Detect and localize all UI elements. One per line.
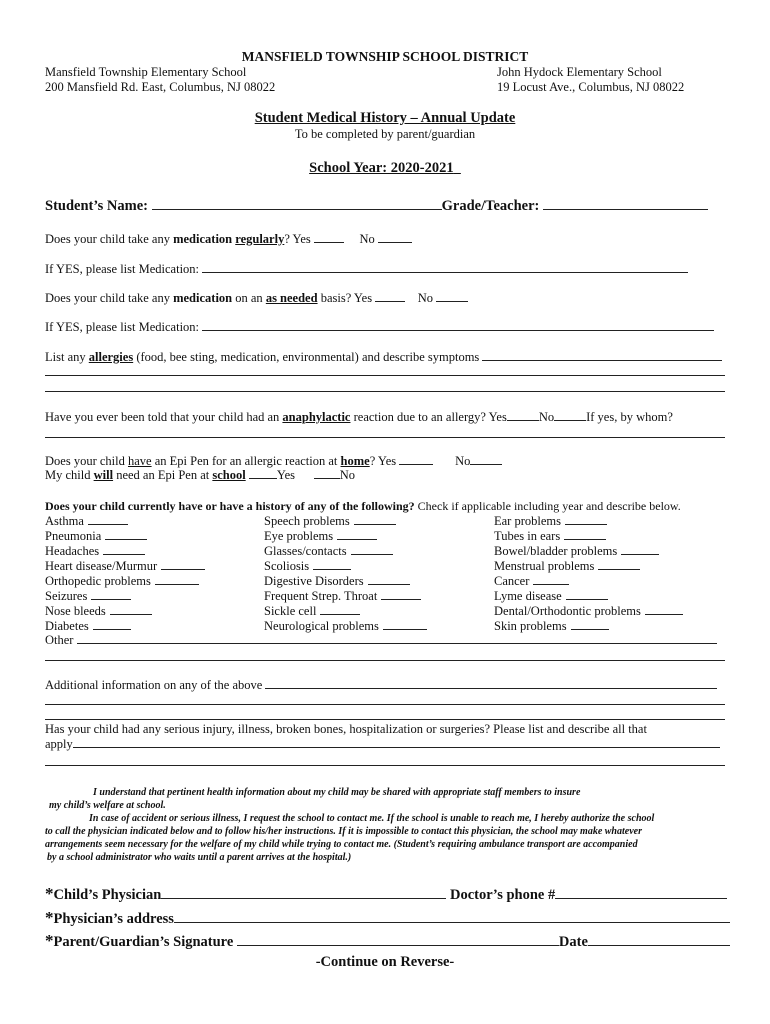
form-title: Student Medical History – Annual Update: [254, 110, 516, 126]
med-regular-yes-blank[interactable]: [314, 232, 344, 243]
conditions-heading: Does your child currently have or have a history of any of the following? Check if applicable including year and describe below.: [45, 499, 681, 513]
condition-label: Diabetes: [45, 619, 89, 633]
med-needed-yes-blank[interactable]: [375, 291, 405, 302]
grade-teacher-input[interactable]: [543, 196, 708, 210]
condition-item: [264, 544, 427, 559]
condition-label: Cancer: [494, 574, 530, 588]
condition-item: [494, 529, 683, 544]
other-line-2[interactable]: [45, 660, 725, 661]
condition-item: [45, 604, 205, 619]
condition-label: Lyme disease: [494, 589, 562, 603]
school-left-address: 200 Mansfield Rd. East, Columbus, NJ 08022: [45, 80, 276, 94]
condition-item: [264, 589, 427, 604]
condition-item: [264, 604, 427, 619]
med-needed-no-blank[interactable]: [436, 291, 468, 302]
consent-line-5: arrangements seem necessary for the welfare of my child while trying to contact me. (Student’s requiring ambulance transport are accompanied: [45, 839, 638, 850]
conditions-column-2: [264, 514, 427, 634]
list-medication-row-2: If YES, please list Medication:: [45, 320, 714, 335]
condition-label: Asthma: [45, 514, 84, 528]
conditions-column-1: [45, 514, 205, 634]
epipen-home-no-blank[interactable]: [470, 454, 502, 465]
consent-line-3: In case of accident or serious illness, I request the school to contact me. If the school is unable to reach me, I hereby authorize the school: [89, 813, 655, 824]
condition-check-blank[interactable]: [381, 589, 421, 600]
additional-line-3[interactable]: [45, 719, 725, 720]
anaphylactic-yes-blank[interactable]: [507, 410, 539, 421]
question-medication-as-needed: Does your child take any medication on an as needed basis? Yes No: [45, 291, 468, 306]
parent-signature-row: *Parent/Guardian’s Signature Date: [45, 931, 730, 951]
continue-on-reverse: -Continue on Reverse-: [315, 954, 455, 970]
condition-label: Neurological problems: [264, 619, 379, 633]
condition-label: Sickle cell: [264, 604, 317, 618]
epipen-home-yes-blank[interactable]: [399, 454, 433, 465]
condition-label: Menstrual problems: [494, 559, 595, 573]
condition-label: Eye problems: [264, 529, 334, 543]
conditions-column-3: [494, 514, 683, 634]
condition-label: Heart disease/Murmur: [45, 559, 158, 573]
parent-signature-input[interactable]: [237, 932, 559, 946]
school-left-name: Mansfield Township Elementary School: [45, 65, 247, 79]
condition-check-blank[interactable]: [351, 544, 393, 555]
medication-list-input-1[interactable]: [202, 262, 688, 273]
condition-label: Dental/Orthodontic problems: [494, 604, 641, 618]
consent-line-4: to call the physician indicated below and to follow his/her instructions. If it is impossible to contact this physician, the school may make whatever: [45, 826, 642, 837]
condition-label: Ear problems: [494, 514, 561, 528]
injury-input[interactable]: [73, 737, 720, 748]
date-input[interactable]: [588, 932, 730, 946]
injury-apply-row: apply: [45, 737, 720, 752]
condition-label: Scoliosis: [264, 559, 310, 573]
condition-label: Digestive Disorders: [264, 574, 364, 588]
physician-row: *Child’s Physician Doctor’s phone #: [45, 884, 727, 904]
condition-check-blank[interactable]: [313, 559, 351, 570]
physician-input[interactable]: [161, 885, 446, 899]
form-subtitle: To be completed by parent/guardian: [294, 127, 476, 141]
epipen-school-yes-blank[interactable]: [249, 468, 277, 479]
doctor-phone-input[interactable]: [555, 885, 727, 899]
condition-check-blank[interactable]: [88, 514, 128, 525]
consent-line-2: my child’s welfare at school.: [49, 800, 166, 811]
condition-label: Pneumonia: [45, 529, 102, 543]
condition-check-blank[interactable]: [155, 574, 199, 585]
condition-item: [494, 589, 683, 604]
condition-item: [264, 574, 427, 589]
condition-label: Nose bleeds: [45, 604, 106, 618]
condition-item: [264, 619, 427, 634]
condition-check-blank[interactable]: [103, 544, 145, 555]
consent-line-6: by a school administrator who waits until a parent arrives at the hospital.): [47, 852, 352, 863]
allergies-row: List any allergies (food, bee sting, medication, environmental) and describe symptoms: [45, 350, 722, 365]
additional-info-input[interactable]: [265, 678, 717, 689]
question-medication-regularly: Does your child take any medication regularly? Yes No: [45, 232, 412, 247]
condition-check-blank[interactable]: [565, 514, 607, 525]
allergies-line-3[interactable]: [45, 391, 725, 392]
injury-line-2[interactable]: [45, 765, 725, 766]
school-right-name: John Hydock Elementary School: [497, 65, 662, 79]
condition-label: Tubes in ears: [494, 529, 561, 543]
other-input[interactable]: [77, 633, 717, 644]
consent-line-1: I understand that pertinent health information about my child may be shared with appropriate staff members to insure: [93, 787, 581, 798]
list-medication-row-1: If YES, please list Medication:: [45, 262, 688, 277]
condition-item: [264, 559, 427, 574]
condition-check-blank[interactable]: [645, 604, 683, 615]
condition-label: Speech problems: [264, 514, 350, 528]
condition-check-blank[interactable]: [161, 559, 205, 570]
condition-item: [45, 529, 205, 544]
condition-check-blank[interactable]: [337, 529, 377, 540]
condition-label: Seizures: [45, 589, 88, 603]
condition-label: Orthopedic problems: [45, 574, 151, 588]
condition-item: [494, 604, 683, 619]
condition-check-blank[interactable]: [93, 619, 131, 630]
epipen-school-no-blank[interactable]: [314, 468, 340, 479]
condition-check-blank[interactable]: [383, 619, 427, 630]
condition-item: [494, 514, 683, 529]
condition-check-blank[interactable]: [598, 559, 640, 570]
med-regular-no-blank[interactable]: [378, 232, 412, 243]
student-name-row: [45, 196, 708, 215]
condition-label: Bowel/bladder problems: [494, 544, 618, 558]
allergies-input[interactable]: [482, 350, 722, 361]
condition-item: [264, 529, 427, 544]
condition-item: [494, 574, 683, 589]
condition-item: [45, 514, 205, 529]
condition-check-blank[interactable]: [320, 604, 360, 615]
condition-check-blank[interactable]: [105, 529, 147, 540]
condition-item: [45, 589, 205, 604]
physician-address-input[interactable]: [174, 909, 730, 923]
condition-item: [264, 514, 427, 529]
additional-info-row: Additional information on any of the above: [45, 678, 717, 693]
allergies-line-2[interactable]: [45, 375, 725, 376]
district-title: MANSFIELD TOWNSHIP SCHOOL DISTRICT: [241, 49, 529, 64]
medication-list-input-2[interactable]: [202, 320, 714, 331]
condition-check-blank[interactable]: [564, 529, 606, 540]
condition-label: Headaches: [45, 544, 100, 558]
condition-item: [494, 544, 683, 559]
other-row: Other: [45, 633, 717, 648]
anaphylactic-whom-line[interactable]: [45, 437, 725, 438]
anaphylactic-row: Have you ever been told that your child had an anaphylactic reaction due to an allergy? Yes No If yes, by whom?: [45, 410, 673, 424]
anaphylactic-no-blank[interactable]: [554, 410, 586, 421]
grade-teacher-label: Grade/Teacher:: [441, 198, 540, 214]
condition-item: [45, 574, 205, 589]
condition-label: Frequent Strep. Throat: [264, 589, 378, 603]
condition-item: [494, 619, 683, 634]
condition-label: Skin problems: [494, 619, 567, 633]
physician-address-row: *Physician’s address: [45, 908, 730, 928]
condition-check-blank[interactable]: [110, 604, 152, 615]
school-right-address: 19 Locust Ave., Columbus, NJ 08022: [497, 80, 685, 94]
condition-check-blank[interactable]: [571, 619, 609, 630]
student-name-label: Student’s Name:: [45, 198, 148, 214]
condition-check-blank[interactable]: [354, 514, 396, 525]
condition-check-blank[interactable]: [533, 574, 569, 585]
condition-check-blank[interactable]: [566, 589, 608, 600]
condition-check-blank[interactable]: [91, 589, 131, 600]
condition-item: [45, 559, 205, 574]
condition-item: [494, 559, 683, 574]
condition-label: Glasses/contacts: [264, 544, 347, 558]
condition-item: [45, 544, 205, 559]
condition-item: [45, 619, 205, 634]
injury-question: Has your child had any serious injury, illness, broken bones, hospitalization or surgeries? Please list and describe all that: [45, 722, 647, 736]
student-name-input[interactable]: [152, 196, 442, 210]
epipen-school-row: My child will need an Epi Pen at school Yes No: [45, 468, 356, 482]
additional-line-2[interactable]: [45, 704, 725, 705]
condition-check-blank[interactable]: [621, 544, 659, 555]
epipen-home-row: Does your child have an Epi Pen for an allergic reaction at home? Yes No: [45, 454, 502, 469]
condition-check-blank[interactable]: [368, 574, 410, 585]
school-year: School Year: 2020-2021: [309, 160, 454, 176]
